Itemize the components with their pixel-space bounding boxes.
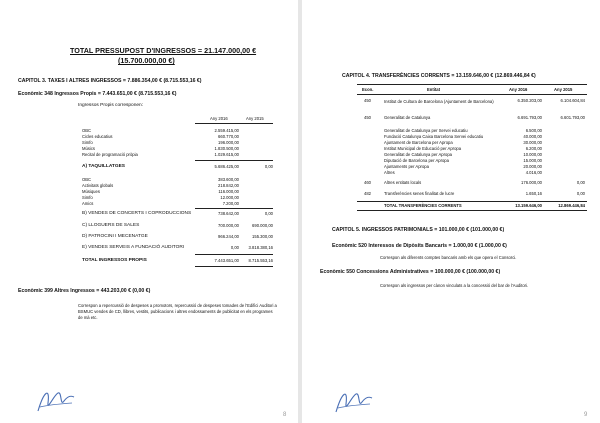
concerts-2015: 0,00 [264, 211, 273, 216]
sub-row-label: Altres [384, 170, 395, 175]
patrocini-label: D) PATROCINI I MECENATGE [82, 234, 148, 239]
subtotal-rule [195, 160, 273, 161]
col-header-2016: Any 2016 [509, 87, 528, 92]
row-label: Músiques [82, 189, 100, 194]
sub-row-value: 6.500,00 [525, 128, 542, 133]
row-value: 383.600,00 [218, 177, 239, 182]
taquillatges-2016: 5.686.425,00 [214, 164, 239, 169]
economic-550-note: Correspon als ingressos per cànon vinculats a la concessió del bar de l'Auditori. [380, 283, 529, 288]
row-code: 450 [364, 115, 371, 120]
col-header-entity: Entitat [427, 87, 441, 92]
budget-total-subtitle: (15.700.000,00 €) [118, 56, 175, 65]
patrocini-2015: 155.300,00 [252, 234, 273, 239]
sub-row-value: 10.000,00 [523, 152, 542, 157]
own-income-intro: Ingressos Propis corresponen: [78, 103, 144, 108]
row-value: 2.559.415,00 [214, 128, 239, 133]
row-label: OBC [82, 177, 92, 182]
lloguers-2015: 690.000,00 [252, 223, 273, 228]
taquillatges-2015: 0,00 [264, 164, 273, 169]
row-code: 482 [364, 191, 371, 196]
row-entity: Altres entitats locals [384, 180, 422, 185]
row-2015: 6.601.793,00 [560, 115, 585, 120]
row-2016: 6.691.793,00 [517, 115, 542, 120]
row-label: Cicles educatius [82, 134, 113, 139]
vendes-serveis-2015: 3.818.380,16 [248, 245, 273, 250]
header-rule [195, 123, 273, 124]
row-label: Simfo [82, 195, 93, 200]
row-value: 12.000,00 [220, 195, 239, 200]
col-header-2015: Any 2015 [246, 116, 264, 121]
row-2015: 6.104.604,84 [560, 98, 585, 103]
row-code: 460 [364, 180, 371, 185]
row-value: 1.830.500,00 [214, 146, 239, 151]
signature-right [332, 386, 374, 418]
taquillatges-label: A) TAQUILLATGES [82, 164, 125, 169]
row-entity: Generalitat de Catalunya [384, 115, 431, 120]
row-value: 660.770,00 [218, 134, 239, 139]
row-label: Simfo [82, 140, 93, 145]
lloguers-2016: 700.000,00 [218, 223, 239, 228]
row-label: Recital de programació pròpia [82, 152, 138, 157]
row-value: 218.842,00 [218, 183, 239, 188]
sub-row-label: Ajuntament de Barcelona per Apropa [384, 140, 453, 145]
row-2015: 0,00 [576, 180, 585, 185]
economic-550-heading: Econòmic 550 Concessions Administratives = 100.000,00 € (100.000,00 €) [320, 269, 501, 275]
total-own-income-label: TOTAL INGRESSOS PROPIS [82, 258, 147, 263]
total-transfers-2015: 12.869.446,84 [558, 203, 585, 208]
sub-row-value: 4.016,00 [525, 170, 542, 175]
row-2016: 176.000,00 [521, 180, 542, 185]
row-code: 450 [364, 98, 371, 103]
table-bottom-rule [357, 210, 587, 211]
total-own-income-2015: 8.715.553,16 [248, 258, 273, 263]
sub-row-value: 20.000,00 [523, 164, 542, 169]
chapter-5-heading: CAPITOL 5. INGRESSOS PATRIMONIALS = 101.000,00 € (101.000,00 €) [332, 227, 505, 233]
budget-total-title: TOTAL PRESSUPOST D'INGRESSOS = 21.147.000,00 € [70, 46, 257, 55]
col-header-2015: Any 2015 [554, 87, 573, 92]
col-header-2016: Any 2016 [210, 116, 228, 121]
row-2015: 0,00 [576, 191, 585, 196]
sub-row-value: 6.200,00 [525, 146, 542, 151]
subtotal-rule [195, 208, 273, 209]
economic-520-heading: Econòmic 520 Interessos de Dipòsits Bancaris = 1.000,00 € (1.000,00 €) [332, 243, 507, 249]
chapter-3-heading: CAPITOL 3. TAXES I ALTRES INGRESSOS = 7.886.354,00 € (8.715.553,16 €) [18, 78, 202, 84]
signature-left [34, 385, 76, 417]
row-value: 1.029.615,00 [214, 152, 239, 157]
row-label: Activitats globals [82, 183, 114, 188]
row-value: 116.000,00 [218, 189, 239, 194]
sub-row-value: 30.000,00 [523, 140, 542, 145]
row-label: Músics [82, 146, 96, 151]
chapter-4-heading: CAPITOL 4. TRANSFERÈNCIES CORRENTS = 13.159.646,00 € (12.869.446,84 €) [342, 73, 536, 79]
sub-row-label: Generalitat de Catalunya per Servei educatiu [384, 128, 468, 133]
sub-row-value: 40.000,00 [523, 134, 542, 139]
page-number-left: 8 [283, 412, 287, 418]
sub-row-label: Diputació de Barcelona per Apropa [384, 158, 449, 163]
economic-399-heading: Econòmic 399 Altres Ingressos = 443.203,00 € (0,00 €) [18, 288, 151, 294]
economic-520-note: Correspon als diferents comptes bancaris amb els que opera el Consorci. [380, 255, 517, 260]
sub-row-value: 15.000,00 [523, 158, 542, 163]
table-total-rule [357, 201, 587, 202]
row-value: 7.200,00 [222, 201, 239, 206]
row-entity: Transferències senes finalitat de lucre [384, 191, 455, 196]
total-own-income-2016: 7.443.651,00 [214, 258, 239, 263]
patrocini-2016: 966.244,00 [218, 234, 239, 239]
col-header-econ: Econ. [362, 87, 374, 92]
row-entity: Institut de Cultura de Barcelona (Ajuntament de Barcelona) [384, 99, 494, 104]
row-label: OBC [82, 128, 92, 133]
sub-row-label: Fundació Catalunya Caixa Barcelona Servei educatiu [384, 134, 484, 139]
total-rule [195, 266, 273, 267]
page-number-right: 9 [584, 412, 588, 418]
economic-399-note: Correspon a repercussió de despeses a promotors, repercussió de despeses tomades de l'Edifici Auditori a BSMUC vendes de CD, llibres, vestits, publicacions i altres endossaments de publicitat en els programes de mà etc. [78, 303, 277, 321]
vendes-serveis-2016: 0,00 [230, 245, 239, 250]
left-page [0, 0, 298, 423]
row-label: Amics [82, 201, 94, 206]
row-2016: 6.350.203,00 [517, 98, 542, 103]
vendes-serveis-label: E) VENDES SERVEIS A FUNDACIÓ AUDITORI [82, 245, 185, 250]
sub-row-label: Ajuntaments per Apropa [384, 164, 429, 169]
total-transfers-2016: 13.159.646,00 [515, 203, 542, 208]
row-value: 196.000,00 [218, 140, 239, 145]
table-header-rule [357, 94, 587, 95]
row-2016: 1.650,16 [525, 191, 542, 196]
table-top-rule [357, 84, 587, 85]
concerts-2016: 738.642,00 [218, 211, 239, 216]
total-transfers-label: TOTAL TRANSFERÈNCIES CORRENTS [384, 203, 462, 208]
right-page [302, 0, 600, 423]
economic-348-heading: Econòmic 348 Ingressos Propis = 7.443.651,00 € (8.715.553,16 €) [18, 91, 177, 97]
lloguers-label: C) LLOGUERS DE SALES [82, 223, 140, 228]
sub-row-label: Generalitat de Catalunya per Apropa [384, 152, 452, 157]
sub-row-label: Institut Municipal de Educació per Apropa [384, 146, 462, 151]
total-rule [195, 254, 273, 255]
concerts-label: B) VENDES DE CONCERTS I COPRODUCCIONS [82, 211, 192, 216]
